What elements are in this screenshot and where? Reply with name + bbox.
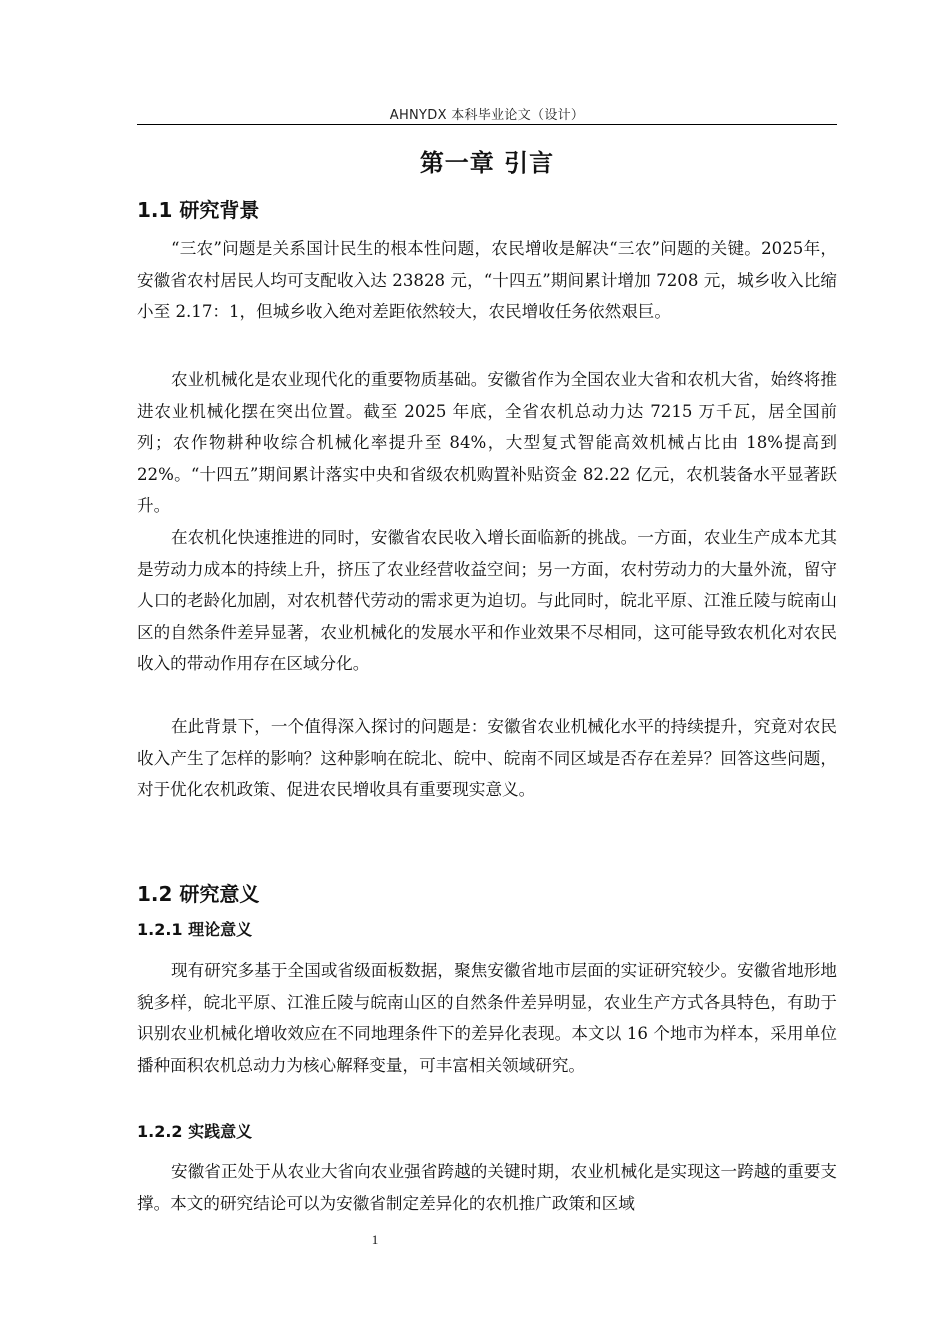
paragraph: 安徽省正处于从农业大省向农业强省跨越的关键时期，农业机械化是实现这一跨越的重要支撑。本文的研究结论可以为安徽省制定差异化的农机推广政策和区域 bbox=[137, 1162, 837, 1213]
paragraph: 在此背景下，一个值得深入探讨的问题是：安徽省农业机械化水平的持续提升，究竟对农民收入产生了怎样的影响？这种影响在皖北、皖中、皖南不同区域是否存在差异？回答这些问题，对于优化农机政策、促进农民增收具有重要现实意义。 bbox=[137, 717, 837, 800]
section-heading-1-1: 1.1 研究背景 bbox=[137, 198, 260, 222]
header-rule bbox=[137, 124, 837, 125]
subsection-heading-1-2-1: 1.2.1 理论意义 bbox=[137, 920, 253, 939]
subsection-heading-1-2-2: 1.2.2 实践意义 bbox=[137, 1122, 253, 1141]
section-heading-1-2: 1.2 研究意义 bbox=[137, 882, 260, 906]
paragraph: 农业机械化是农业现代化的重要物质基础。安徽省作为全国农业大省和农机大省，始终将推进农业机械化摆在突出位置。截至 2025 年底，全省农机总动力达 7215 万千瓦，居全国前列；农作物耕种收综合机械化率提升至 84%，大型复式智能高效机械占比由 18%提高到 22%。“十四五”期间累计落实中央和省级农机购置补贴资金 82.22 亿元，农机装备水平显著跃升。 bbox=[137, 370, 837, 516]
paragraph: 现有研究多基于全国或省级面板数据，聚焦安徽省地市层面的实证研究较少。安徽省地形地貌多样，皖北平原、江淮丘陵与皖南山区的自然条件差异明显，农业生产方式各具特色，有助于识别农业机械化增收效应在不同地理条件下的差异化表现。本文以 16 个地市为样本，采用单位播种面积农机总动力为核心解释变量，可丰富相关领域研究。 bbox=[137, 961, 837, 1075]
page-header: AHNYDX 本科毕业论文（设计） bbox=[389, 108, 585, 123]
page-number: 1 bbox=[371, 1232, 379, 1247]
paragraph: 在农机化快速推进的同时，安徽省农民收入增长面临新的挑战。一方面，农业生产成本尤其是劳动力成本的持续上升，挤压了农业经营收益空间；另一方面，农村劳动力的大量外流，留守人口的老龄化加剧，对农机替代劳动的需求更为迫切。与此同时，皖北平原、江淮丘陵与皖南山区的自然条件差异显著，农业机械化的发展水平和作业效果不尽相同，这可能导致农机化对农民收入的带动作用存在区域分化。 bbox=[137, 528, 837, 674]
chapter-title: 第一章 引言 bbox=[419, 149, 555, 177]
paragraph: “三农”问题是关系国计民生的根本性问题，农民增收是解决“三农”问题的关键。2025年，安徽省农村居民人均可支配收入达 23828 元，“十四五”期间累计增加 7208 元，城乡收入比缩小至 2.17：1，但城乡收入绝对差距依然较大，农民增收任务依然艰巨。 bbox=[137, 239, 837, 322]
